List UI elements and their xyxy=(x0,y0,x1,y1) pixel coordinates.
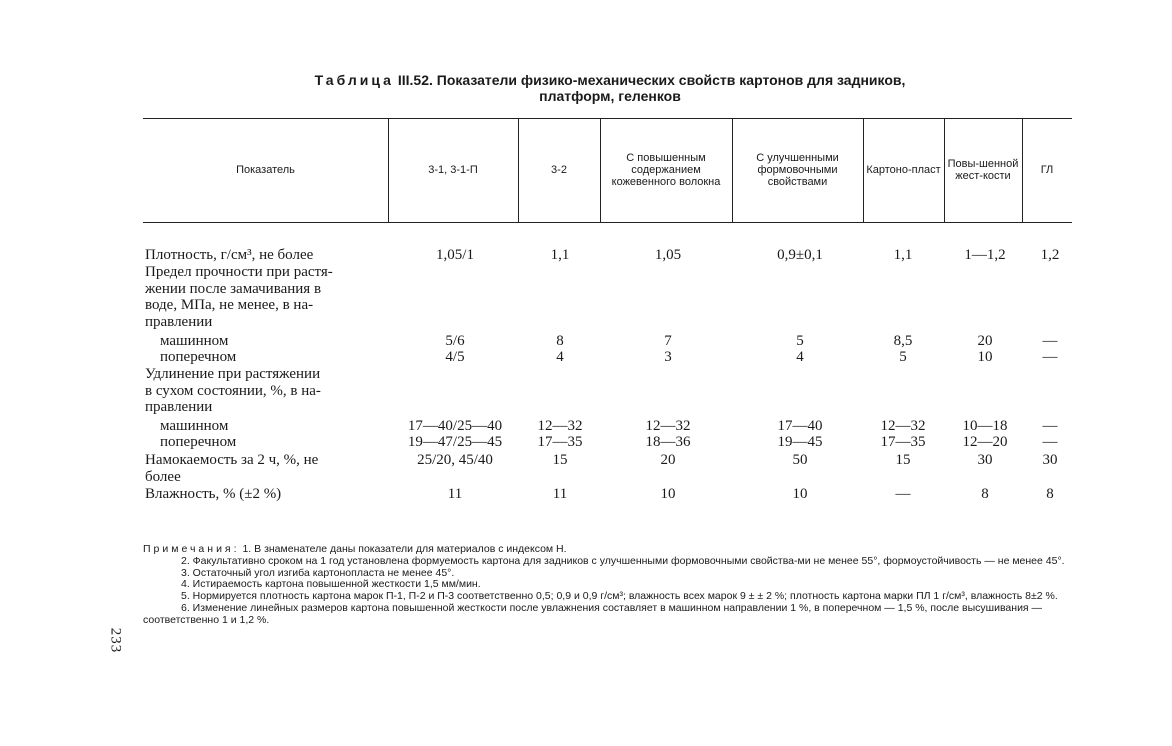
column-header: 3-2 xyxy=(551,164,567,176)
table-cell: 5 xyxy=(796,333,804,349)
table-cell: 17—40 xyxy=(777,418,823,434)
table-cell: — xyxy=(1042,418,1058,434)
table-cell: 10 xyxy=(792,486,808,502)
column-header: С повышенным содержанием кожевенного волокна xyxy=(611,152,721,188)
table-cell: 12—32 xyxy=(537,418,583,434)
column-divider xyxy=(388,118,389,222)
table-cell: 15 xyxy=(552,452,568,468)
note-item: 3. Остаточный угол изгиба картонопласта не менее 45°. xyxy=(181,566,455,579)
table-cell: 11 xyxy=(447,486,463,502)
column-header: ГЛ xyxy=(1040,164,1054,176)
table-cell: 1,05/1 xyxy=(436,247,474,263)
table-cell: 1,1 xyxy=(550,247,570,263)
row-label: поперечном xyxy=(160,349,237,365)
column-divider xyxy=(863,118,864,222)
row-label: машинном xyxy=(160,418,229,434)
table-cell: 12—32 xyxy=(645,418,691,434)
column-header: 3-1, 3-1-П xyxy=(428,164,478,176)
table-cell: 50 xyxy=(792,452,808,468)
row-label: машинном xyxy=(160,333,229,349)
note-text: 1. В знаменателе даны показатели для материалов с индексом Н. xyxy=(242,543,567,555)
table-cell: 30 xyxy=(977,452,993,468)
table-cell: — xyxy=(1042,434,1058,450)
notes-heading: Примечания: xyxy=(143,543,240,555)
row-label: Удлинение при растяжении в сухом состоянии, %, в на- правлении xyxy=(145,366,321,415)
table-cell: 0,9±0,1 xyxy=(777,247,823,263)
note-item: 6. Изменение линейных размеров картона повышенной жесткости после увлажнения составляет в машинном направлении 1 %, в поперечном — 1,5 %, после высушивания — соответственно 1 и 1,2 %. xyxy=(143,601,1043,626)
column-header: С улучшенными формовочными свойствами xyxy=(756,152,839,188)
table-cell: 10 xyxy=(977,349,993,365)
table-cell: — xyxy=(1042,333,1058,349)
table-cell: 1,1 xyxy=(893,247,913,263)
table-cell: 1,05 xyxy=(654,247,682,263)
note-item: 2. Факультативно сроком на 1 год установлена формуемость картона для задников с улучшенными формовочными свойства-ми не менее 55°, формоустойчивость — не менее 45°. xyxy=(181,554,1065,567)
row-label: Плотность, г/см³, не более xyxy=(145,247,314,263)
table-header-rule xyxy=(143,222,1072,223)
column-header: Показатель xyxy=(236,164,295,176)
table-cell: 17—35 xyxy=(537,434,583,450)
table-cell: 4/5 xyxy=(445,349,465,365)
row-label: Влажность, % (±2 %) xyxy=(145,486,282,502)
column-divider xyxy=(732,118,733,222)
column-divider xyxy=(944,118,945,222)
column-divider xyxy=(600,118,601,222)
notes-section xyxy=(143,544,1078,627)
column-divider xyxy=(1022,118,1023,222)
table-cell: — xyxy=(895,486,911,502)
table-title-line1: III.52. Показатели физико-механических свойств картонов для задников, xyxy=(393,72,906,88)
table-cell: 5 xyxy=(899,349,907,365)
table-cell: 5/6 xyxy=(445,333,465,349)
note-item: 4. Истираемость картона повышенной жесткости 1,5 мм/мин. xyxy=(181,578,481,591)
table-cell: 19—45 xyxy=(777,434,823,450)
table-cell: 10—18 xyxy=(962,418,1008,434)
table-cell: 8 xyxy=(1046,486,1054,502)
page-number: 233 xyxy=(107,627,124,654)
table-cell: 7 xyxy=(664,333,672,349)
column-divider xyxy=(518,118,519,222)
column-header: Повы-шенной жест-кости xyxy=(947,158,1019,182)
row-label: поперечном xyxy=(160,434,237,450)
table-cell: 19—47/25—45 xyxy=(407,434,503,450)
table-cell: 4 xyxy=(796,349,804,365)
table-cell: 3 xyxy=(664,349,672,365)
row-label: Предел прочности при растя- жении после замачивания в воде, МПа, не менее, в на- правлении xyxy=(145,264,333,330)
table-cell: 12—20 xyxy=(962,434,1008,450)
table-title-prefix: Таблица xyxy=(314,72,394,88)
table-cell: 8 xyxy=(981,486,989,502)
table-cell: 25/20, 45/40 xyxy=(417,452,493,468)
table-cell: 18—36 xyxy=(645,434,691,450)
table-cell: 8 xyxy=(556,333,564,349)
table-cell: 1—1,2 xyxy=(964,247,1006,263)
table-cell: 20 xyxy=(660,452,676,468)
table-cell: 1,2 xyxy=(1040,247,1060,263)
table-title xyxy=(150,72,1070,104)
table-title-line2: платформ, геленков xyxy=(539,88,681,104)
column-header: Картоно-пласт xyxy=(866,164,941,176)
table-cell: 20 xyxy=(977,333,993,349)
table-cell: 15 xyxy=(895,452,911,468)
note-item: 5. Нормируется плотность картона марок П-1, П-2 и П-3 соответственно 0,5; 0,9 и 0,9 г/см³; влажность всех марок 9 ± ± 2 %; плотность картона марки ПЛ 1 г/см³, влажность 8±2 %. xyxy=(181,590,1058,603)
table-cell: 30 xyxy=(1042,452,1058,468)
table-cell: 10 xyxy=(660,486,676,502)
table-cell: 12—32 xyxy=(880,418,926,434)
table-cell: 8,5 xyxy=(893,333,913,349)
row-label: Намокаемость за 2 ч, %, не более xyxy=(145,452,319,485)
table-cell: 17—35 xyxy=(880,434,926,450)
table-cell: 11 xyxy=(552,486,568,502)
table-cell: 17—40/25—40 xyxy=(407,418,503,434)
table-cell: 4 xyxy=(556,349,564,365)
table-cell: — xyxy=(1042,349,1058,365)
